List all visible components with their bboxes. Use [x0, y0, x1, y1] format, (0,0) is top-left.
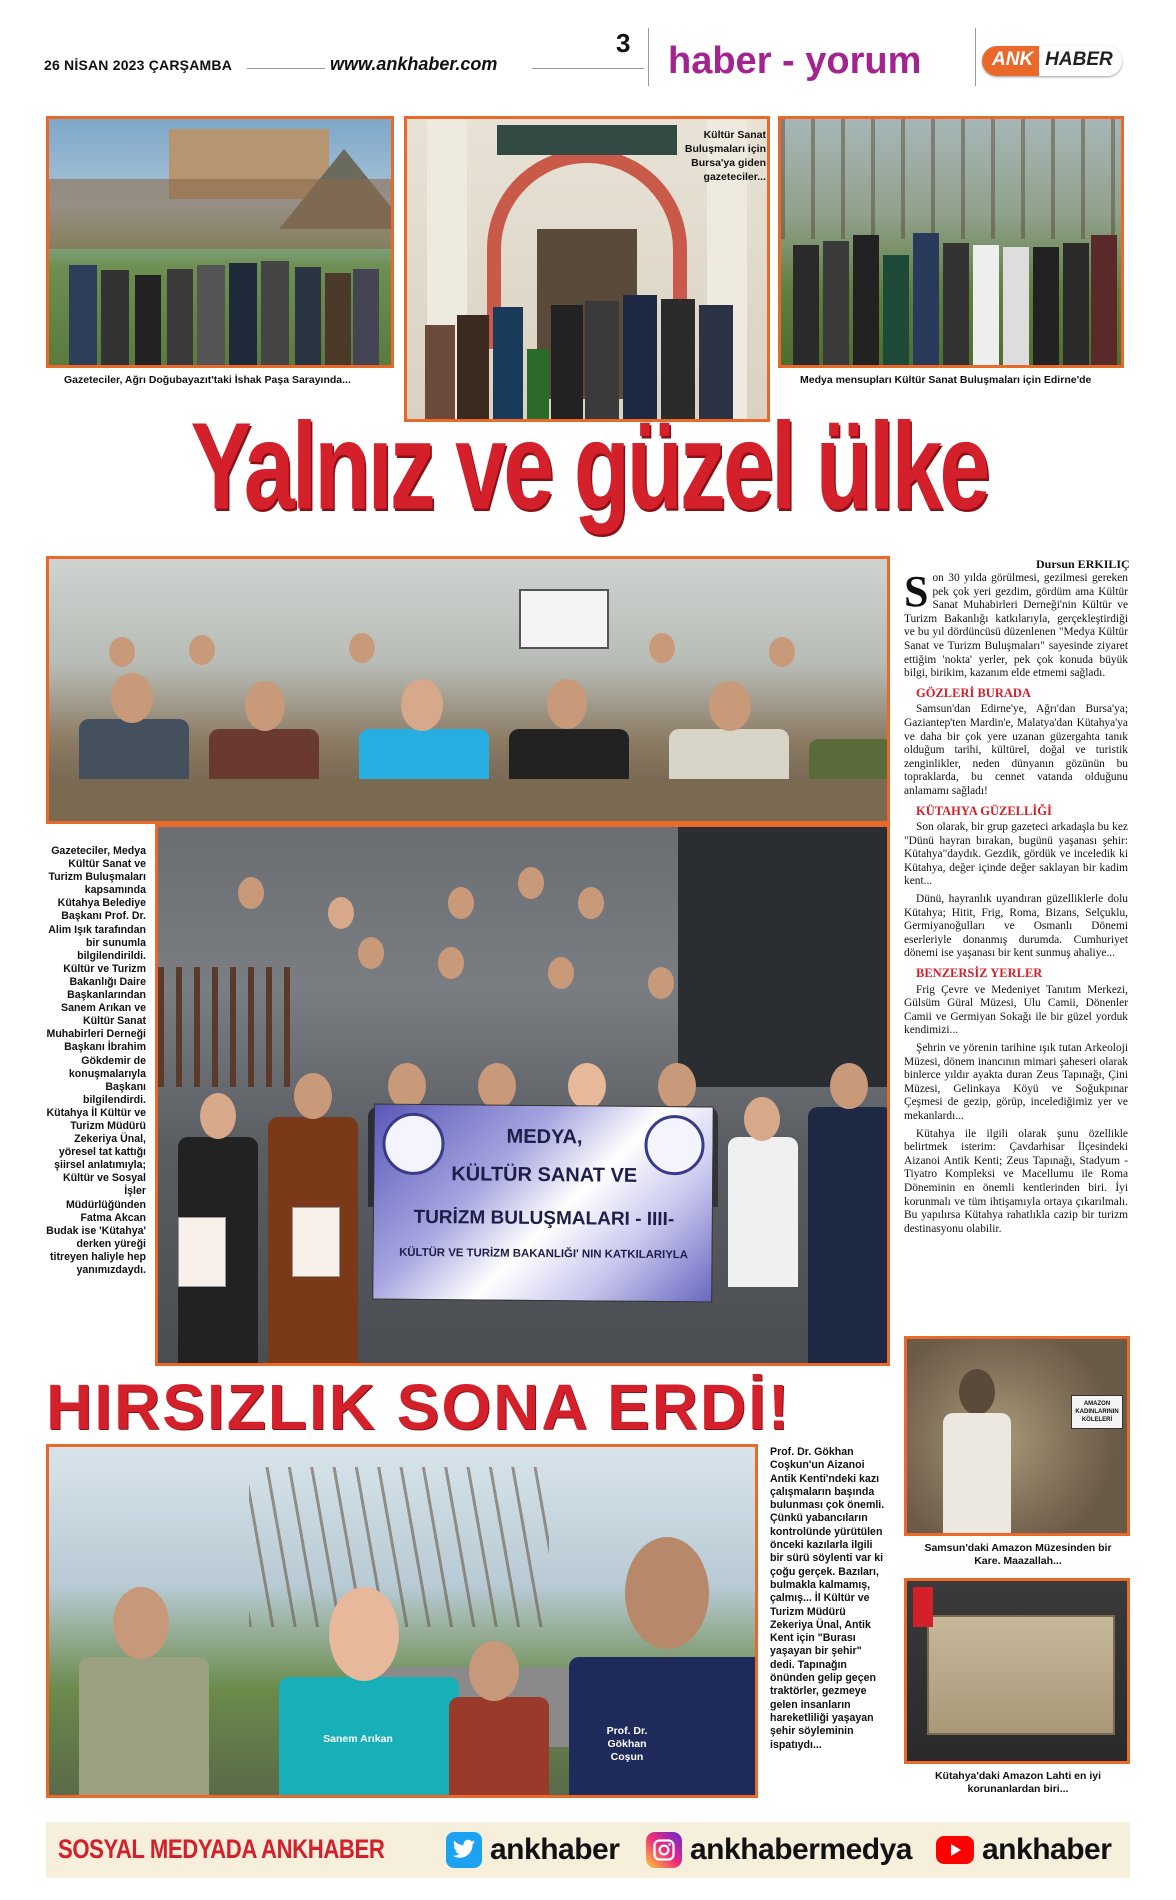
- group-people: [787, 209, 1121, 365]
- event-banner: [372, 1104, 714, 1303]
- banner-line3: TURİZM BULUŞMALARI - IIII-: [413, 1206, 675, 1231]
- photo-ishak-pasa-caption: Gazeteciler, Ağrı Doğubayazıt'taki İshak Paşa Sarayında...: [64, 374, 351, 386]
- aizanoi-caption: Prof. Dr. Gökhan Coşkun'un Aizanoi Antik Kenti'ndeki kazı çalışmaların başında bulunması çok önemli. Çünkü yabancıların kontrolünde yürütülen önceki kazılarla ilgili bir sürü söylenti var ki çoğu gerçek. Bazıları, bulmakla kalmamış, çalmış... İl Kültür ve Turizm Müdürü Zekeriya Ünal, Antik Kent için "Burası yaşayan bir şehir" dedi. Tapınağın önünden gelip geçen traktörler, gezmeye gelen insanların hareketliliği yaşayan şehir söyleminin ispatıydı...: [770, 1446, 885, 1751]
- banner-line2: KÜLTÜR SANAT VE: [451, 1163, 638, 1187]
- logo-haber: HABER: [1039, 46, 1121, 76]
- youtube-handle: ankhaber: [982, 1833, 1112, 1866]
- twitter-link[interactable]: [446, 1830, 619, 1870]
- article-intro: [904, 567, 1128, 681]
- sarcophagus: [927, 1615, 1115, 1735]
- photo-amazon-museum: [904, 1336, 1130, 1536]
- main-headline: Yalnız ve güzel ülke: [190, 397, 988, 537]
- woman-left: [69, 1567, 219, 1798]
- gift-bag-right: [292, 1207, 340, 1277]
- article-p4: Frig Çevre ve Medeniyet Tanıtım Merkezi, Gülsüm Güral Müzesi, Ulu Camii, Dönenler Camii ve Germiyan Sokağı ile bir güzel yorduk kendimizi...: [904, 983, 1128, 1037]
- photo-amazon-sarcophagus: [904, 1578, 1130, 1764]
- statue-figure: [937, 1369, 1017, 1536]
- social-label: SOSYAL MEDYADA ANKHABER: [58, 1834, 385, 1864]
- group-people: [59, 239, 379, 365]
- article-author: Dursun ERKILIÇ: [1036, 557, 1130, 571]
- instagram-link[interactable]: [646, 1830, 912, 1870]
- calligraphy-panel: [497, 125, 677, 155]
- second-headline: HIRSIZLIK SONA ERDİ!: [46, 1371, 792, 1443]
- article-p6: Kütahya ile ilgili olarak şunu özellikle belirtmek isterim: Çavdarhisar İlçesindeki Aizanoi Antik Kenti; Zeus Tapınağı, Stadyum - Tiyatro Kompleksi ve Macellumu ile Roma Döneminin en önemli kentlerinden biri. İyi korunmalı ve tüm ihtişamıyla ortaya çıkarılmalı. Bu yapılırsa Kütahya rahatlıkla cazip bir turizm destinasyonu olabilir.: [904, 1127, 1128, 1235]
- ankhaber-logo[interactable]: [982, 46, 1122, 76]
- gift-bag-left: [178, 1217, 226, 1287]
- photo-meeting: [46, 556, 890, 824]
- photo-kutahya-group: [155, 824, 890, 1366]
- twitter-handle: ankhaber: [490, 1833, 620, 1866]
- photo-edirne-caption: Medya mensupları Kültür Sanat Buluşmaları için Edirne'de: [800, 374, 1092, 386]
- twitter-icon: [446, 1832, 482, 1868]
- header-rule-right: [532, 68, 644, 69]
- drop-cap: S: [904, 567, 929, 616]
- section-haber: haber: [668, 40, 772, 82]
- banner-line1: MEDYA,: [506, 1125, 583, 1149]
- youtube-icon: [936, 1836, 974, 1864]
- social-footer: [46, 1822, 1130, 1878]
- photo-aizanoi: [46, 1444, 758, 1798]
- header-vertical-rule-2: [975, 28, 976, 86]
- section-dash: -: [771, 40, 806, 82]
- youtube-link[interactable]: [936, 1830, 1111, 1870]
- photo-edirne: [778, 116, 1124, 368]
- article-body: [904, 567, 1128, 1236]
- header-rule-left: [247, 68, 325, 69]
- section-title: [668, 40, 921, 83]
- logo-ank: ANK: [982, 46, 1039, 76]
- section-yorum: yorum: [805, 40, 922, 82]
- banner-line4: KÜLTÜR VE TURİZM BAKANLIĞI' NIN KATKILARIYLA: [399, 1246, 689, 1262]
- label-sanem: Sanem Arıkan: [323, 1733, 393, 1745]
- label-gokhan: Prof. Dr. Gökhan Coşun: [606, 1725, 648, 1763]
- photo-ishak-pasa: [46, 116, 394, 368]
- instagram-handle: ankhabermedya: [690, 1833, 912, 1866]
- subhead-benzersiz: BENZERSİZ YERLER: [916, 966, 1043, 981]
- photo-bursa-caption: Kültür Sanat Buluşmaları için Bursa'ya giden gazeteciler...: [684, 129, 766, 183]
- header-vertical-rule: [648, 28, 649, 86]
- article-p1: Samsun'dan Edirne'ye, Ağrı'dan Bursa'ya; Gaziantep'ten Mardin'e, Malatya'dan Kütahya'ya ve daha bir çok yere uzanan güzergahta tanık olduğum tarihi, kültürel, doğal ve turistik zenginlikler, neden dünyanın gözünün bu topraklarda, bu cennet vatanda olduğunu anlamamı sağladı!: [904, 703, 1128, 797]
- group-photo-caption: Gazeteciler, Medya Kültür Sanat ve Turizm Buluşmaları kapsamında Kütahya Belediye Başkanı Prof. Dr. Alim Işık tarafından bir sunumla bilgilendirildi. Kültür ve Turizm Bakanlığı Daire Başkanlarından Sanem Arıkan ve Kültür Sanat Muhabirleri Derneği Başkanı İbrahim Gökdemir de konuşmalarıyla Başkanı bilgilendirdi. Kütahya İl Kültür ve Turizm Müdürü Zekeriya Ünal, yöresel tat kattığı şiirsel anlatımıyla; Kültür ve Sosyal İşler Müdürlüğünden Fatma Akcan Budak ise 'Kütahya' derken yüreği titreyen haliyle hep yanımızdaydı.: [46, 845, 146, 1276]
- website-url[interactable]: www.ankhaber.com: [330, 54, 498, 74]
- man-sunglasses: [439, 1627, 559, 1798]
- sarcophagus-caption: Kütahya'daki Amazon Lahti en iyi korunanlardan biri...: [934, 1770, 1102, 1795]
- article-p5: Şehrin ve yörenin tarihine ışık tutan Arkeoloji Müzesi, dönem inancının mimari şaheseri olarak binlerce yıldır ayakta duran Zeus Tapınağı, Çini Müzesi, Gelinkaya Köyü ve Soğukpınar Çeşmesi de gezip, görüp, incelediğimiz yer ve mekanlardı...: [904, 1042, 1128, 1122]
- intro-text: on 30 yılda görülmesi, gezilmesi gereken pek çok yeri gezdim, gördüm ama Kültür Sanat Muhabirleri Derneği'nin Kültür ve Turizm Bakanlığı katkılarıyla, gerçekleştirdiği ve bu yıl dördüncüsü düzenlenen "Medya Kültür Sanat ve Turizm Buluşmaları" sayesinde ziyaret ettiğim 'nokta' yerler, pek çok konuda büyük bilgi, birikim, kazanım elde etmemi sağladı.: [904, 572, 1128, 680]
- article-p3: Dünü, hayranlık uyandıran güzelliklerle dolu Kütahya; Hitit, Frig, Roma, Bizans, Selçuklu, Germiyanoğulları ve Osmanlı Dönemi eserleriyle donanmış durumda. Cumhuriyet dönemi ise yaşanası bir kent sunmuş ahaliye...: [904, 893, 1128, 960]
- issue-date: 26 NİSAN 2023 ÇARŞAMBA: [44, 57, 233, 73]
- museum-sign: AMAZON KADINLARININ KÖLELERİ: [1071, 1395, 1123, 1429]
- article-p2: Son olarak, bir grup gazeteci arkadaşla bu kez "Dünü hayran bırakan, bugünü yaşanası şehir: Kütahya"daydık. Gezdik, gördük ve inceledik ki Kütahya, değer içinde değer saklayan bir kadim kent...: [904, 821, 1128, 888]
- instagram-icon: [646, 1832, 682, 1868]
- table: [49, 779, 890, 824]
- page-number: 3: [616, 28, 631, 58]
- subhead-gozleri: GÖZLERİ BURADA: [916, 685, 1031, 700]
- flag: [913, 1587, 933, 1627]
- subhead-kutahya: KÜTAHYA GÜZELLİĞİ: [916, 803, 1052, 818]
- amazon-museum-caption: Samsun'daki Amazon Müzesinden bir Kare. Maazallah...: [924, 1542, 1112, 1567]
